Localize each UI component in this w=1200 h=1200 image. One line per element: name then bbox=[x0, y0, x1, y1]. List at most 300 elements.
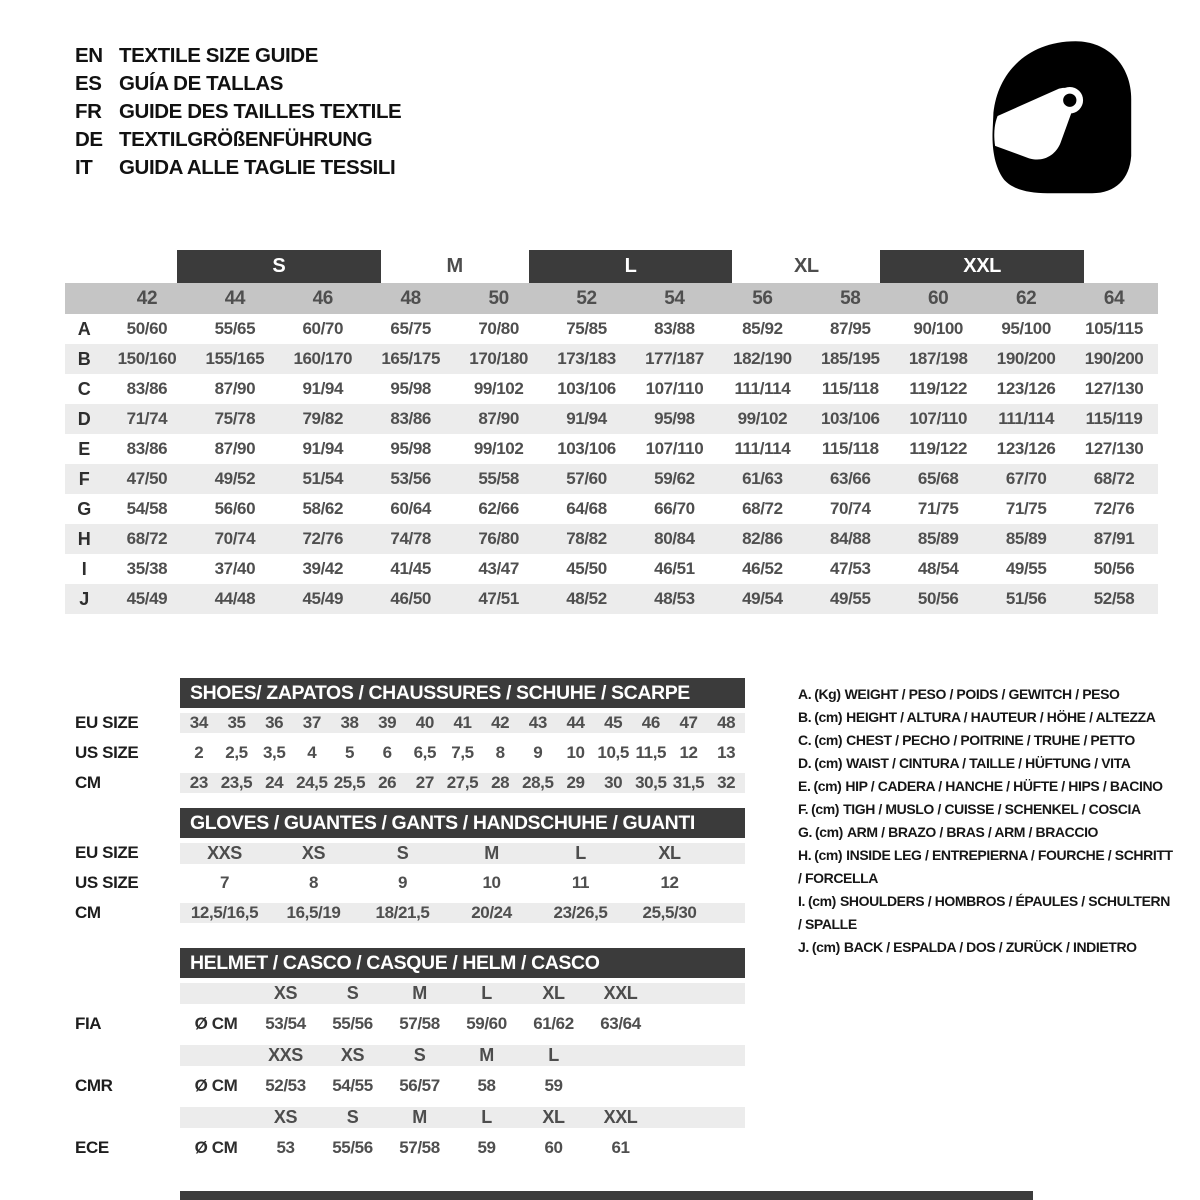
legend-key: G. bbox=[798, 824, 812, 840]
measurement-value: 80/84 bbox=[654, 529, 695, 548]
measurement-value: 46/50 bbox=[390, 589, 431, 608]
shoe-us-size: 9 bbox=[533, 743, 543, 762]
shoe-eu-size: 47 bbox=[679, 713, 698, 732]
shoe-cm-size: 32 bbox=[717, 773, 736, 792]
legend-text: INSIDE LEG / ENTREPIERNA / FOURCHE / SCHRITT / FORCELLA bbox=[798, 847, 1173, 886]
legend-key: I. bbox=[798, 893, 805, 909]
language-code: FR bbox=[75, 100, 102, 123]
helmet-standard-row bbox=[75, 1008, 745, 1040]
measurement-value: 95/98 bbox=[390, 439, 431, 458]
measurement-value: 103/106 bbox=[820, 409, 880, 428]
language-code: EN bbox=[75, 44, 103, 67]
legend-unit: (cm) bbox=[814, 755, 843, 771]
shoe-cm-size: 28,5 bbox=[522, 773, 554, 792]
glove-us-size: 8 bbox=[308, 873, 319, 892]
measurement-letter: H bbox=[77, 528, 91, 549]
measurement-value: 71/74 bbox=[126, 409, 168, 428]
measurement-value: 70/80 bbox=[478, 319, 519, 338]
measurement-value: 35/38 bbox=[126, 559, 168, 578]
language-row bbox=[75, 126, 401, 154]
helmet-size-label: L bbox=[481, 1106, 492, 1127]
measurement-value: 85/89 bbox=[917, 529, 959, 548]
language-code: DE bbox=[75, 128, 103, 151]
helmet-size-header-row bbox=[75, 1040, 745, 1070]
shoe-us-size: 2 bbox=[194, 743, 204, 762]
measurement-value: 111/114 bbox=[998, 409, 1055, 428]
measurement-value: 60/64 bbox=[390, 499, 431, 518]
shoe-eu-size: 48 bbox=[717, 713, 736, 732]
shoe-us-size: 4 bbox=[307, 743, 317, 762]
measurement-value: 87/91 bbox=[1093, 529, 1135, 548]
measurement-value: 95/98 bbox=[390, 379, 431, 398]
shoe-cm-size: 24,5 bbox=[296, 773, 328, 792]
legend-unit: (cm) bbox=[814, 824, 843, 840]
helmet-cm-value: 59/60 bbox=[466, 1014, 507, 1033]
measurement-value: 90/100 bbox=[913, 319, 963, 338]
glove-us-size: 9 bbox=[397, 873, 408, 892]
measurement-value: 58/62 bbox=[302, 499, 344, 518]
measurement-value: 65/68 bbox=[917, 469, 959, 488]
measurement-letter: C bbox=[77, 378, 91, 399]
helmet-size-header-row bbox=[75, 978, 745, 1008]
measurement-value: 83/86 bbox=[390, 409, 431, 428]
guide-title: TEXTILE SIZE GUIDE bbox=[119, 44, 318, 67]
helmet-cm-value: 57/58 bbox=[399, 1138, 440, 1157]
apparel-measurement-row bbox=[65, 434, 1158, 464]
shoe-eu-size: 46 bbox=[641, 713, 660, 732]
measurement-value: 75/78 bbox=[214, 409, 256, 428]
shoe-cm-size: 27,5 bbox=[446, 773, 479, 792]
numeric-size: 50 bbox=[488, 287, 509, 309]
shoe-eu-size: 37 bbox=[302, 713, 321, 732]
eu-size-label: EU SIZE bbox=[75, 713, 139, 732]
measurement-value: 119/122 bbox=[909, 439, 968, 458]
measurement-value: 48/52 bbox=[566, 589, 607, 608]
measurement-value: 103/106 bbox=[557, 379, 616, 398]
measurement-value: 68/72 bbox=[126, 529, 168, 548]
measurement-value: 165/175 bbox=[381, 349, 441, 368]
gloves-eu-row bbox=[75, 838, 745, 868]
shoe-cm-size: 24 bbox=[265, 773, 284, 792]
shoe-eu-size: 36 bbox=[265, 713, 284, 732]
measurement-value: 83/88 bbox=[654, 319, 695, 338]
measurement-value: 185/195 bbox=[820, 349, 880, 368]
helmet-size-label: XS bbox=[340, 1044, 365, 1065]
legend-text: WEIGHT / PESO / POIDS / GEWITCH / PESO bbox=[844, 686, 1120, 702]
measurement-value: 66/70 bbox=[654, 499, 695, 518]
guide-title: GUIDE DES TAILLES TEXTILE bbox=[119, 100, 402, 123]
shoes-us-row bbox=[75, 738, 745, 768]
legend-unit: (cm) bbox=[811, 939, 840, 955]
helmet-cm-value: 60 bbox=[544, 1138, 563, 1157]
measurement-value: 55/58 bbox=[478, 469, 519, 488]
measurement-value: 75/85 bbox=[566, 319, 607, 338]
numeric-size: 42 bbox=[136, 287, 158, 309]
measurement-value: 115/118 bbox=[821, 439, 879, 458]
helmet-size-label: M bbox=[412, 982, 427, 1003]
measurement-value: 78/82 bbox=[566, 529, 607, 548]
measurement-value: 83/86 bbox=[126, 439, 168, 458]
legend-item bbox=[798, 775, 1176, 798]
measurement-value: 115/119 bbox=[1085, 409, 1143, 428]
helmet-standard-row bbox=[75, 1070, 745, 1102]
shoe-cm-size: 31,5 bbox=[672, 773, 705, 792]
glove-eu-size: XXS bbox=[207, 842, 242, 863]
measurement-value: 37/40 bbox=[214, 559, 256, 578]
measurement-value: 48/53 bbox=[654, 589, 695, 608]
apparel-measurement-row bbox=[65, 584, 1158, 614]
shoe-eu-size: 34 bbox=[189, 713, 208, 732]
helmet-standard-label: FIA bbox=[75, 1014, 102, 1033]
language-title-list bbox=[75, 42, 401, 182]
measurement-value: 111/114 bbox=[734, 439, 791, 458]
helmet-standard-label: ECE bbox=[75, 1138, 109, 1157]
measurement-value: 45/50 bbox=[566, 559, 607, 578]
legend-item bbox=[798, 890, 1176, 936]
measurement-value: 160/170 bbox=[293, 349, 353, 368]
measurement-value: 53/56 bbox=[390, 469, 431, 488]
apparel-measurement-row bbox=[65, 404, 1158, 434]
numeric-size: 64 bbox=[1103, 287, 1125, 309]
shoe-cm-size: 30 bbox=[604, 773, 623, 792]
legend-key: C. bbox=[798, 732, 812, 748]
helmet-size-label: S bbox=[413, 1044, 426, 1065]
legend-item bbox=[798, 752, 1176, 775]
apparel-measurement-row bbox=[65, 494, 1158, 524]
measurement-value: 111/114 bbox=[734, 379, 791, 398]
helmet-size-label: L bbox=[548, 1044, 559, 1065]
glove-cm-size: 18/21,5 bbox=[375, 903, 430, 922]
shoe-cm-size: 25,5 bbox=[333, 773, 366, 792]
glove-eu-size: M bbox=[484, 842, 499, 863]
helmet-cm-value: 63/64 bbox=[600, 1014, 641, 1033]
shoes-cm-row bbox=[75, 768, 745, 798]
measurement-value: 173/183 bbox=[557, 349, 616, 368]
helmet-cm-value: 61 bbox=[611, 1138, 630, 1157]
measurement-value: 119/122 bbox=[909, 379, 968, 398]
legend-key: B. bbox=[798, 709, 812, 725]
measurement-value: 49/52 bbox=[214, 469, 256, 488]
measurement-value: 85/92 bbox=[742, 319, 783, 338]
measurement-value: 39/42 bbox=[302, 559, 344, 578]
measurement-value: 71/75 bbox=[917, 499, 959, 518]
legend-key: F. bbox=[798, 801, 809, 817]
helmet-cm-value: 59 bbox=[477, 1138, 496, 1157]
measurement-value: 43/47 bbox=[478, 559, 519, 578]
legend-key: E. bbox=[798, 778, 811, 794]
legend-text: SHOULDERS / HOMBROS / ÉPAULES / SCHULTERN / SPALLE bbox=[798, 893, 1170, 932]
language-code: ES bbox=[75, 72, 102, 95]
shoe-us-size: 12 bbox=[679, 743, 698, 762]
measurement-value: 50/56 bbox=[1093, 559, 1135, 578]
legend-unit: (cm) bbox=[814, 709, 843, 725]
helmet-size-label: XXL bbox=[603, 1106, 638, 1127]
helmet-cm-value: 55/56 bbox=[332, 1014, 373, 1033]
legend-text: BACK / ESPALDA / DOS / ZURÜCK / INDIETRO bbox=[843, 939, 1137, 955]
measurement-value: 127/130 bbox=[1084, 439, 1144, 458]
gloves-cm-row bbox=[75, 898, 745, 928]
cutoff-section-bar bbox=[180, 1191, 1033, 1200]
legend-item bbox=[798, 683, 1176, 706]
guide-title: GUÍA DE TALLAS bbox=[119, 72, 284, 95]
measurement-value: 47/53 bbox=[830, 559, 871, 578]
measurement-value: 127/130 bbox=[1084, 379, 1144, 398]
legend-text: HEIGHT / ALTURA / HAUTEUR / HÖHE / ALTEZZA bbox=[846, 709, 1156, 725]
guide-title: TEXTILGRÖßENFÜHRUNG bbox=[119, 128, 373, 151]
legend-text: CHEST / PECHO / POITRINE / TRUHE / PETTO bbox=[846, 732, 1135, 748]
shoe-us-size: 10 bbox=[566, 743, 585, 762]
us-size-label: US SIZE bbox=[75, 873, 139, 892]
helmet-cm-value: 52/53 bbox=[265, 1076, 306, 1095]
measurement-letter: J bbox=[79, 588, 89, 609]
measurement-value: 49/55 bbox=[1005, 559, 1047, 578]
legend-item bbox=[798, 729, 1176, 752]
apparel-measurement-row bbox=[65, 374, 1158, 404]
legend-key: D. bbox=[798, 755, 812, 771]
measurement-value: 47/51 bbox=[478, 589, 519, 608]
measurement-value: 107/110 bbox=[909, 409, 968, 428]
measurement-value: 50/56 bbox=[917, 589, 959, 608]
legend-text: WAIST / CINTURA / TAILLE / HÜFTUNG / VITA bbox=[846, 755, 1131, 771]
shoe-cm-size: 23,5 bbox=[220, 773, 253, 792]
measurement-value: 87/90 bbox=[214, 439, 256, 458]
helmet-standard-label: CMR bbox=[75, 1076, 113, 1095]
measurement-value: 46/51 bbox=[654, 559, 695, 578]
helmet-size-label: XL bbox=[542, 982, 565, 1003]
helmet-size-label: XXL bbox=[603, 982, 638, 1003]
measurement-value: 67/70 bbox=[1005, 469, 1047, 488]
size-label-m: M bbox=[446, 255, 463, 277]
apparel-measurement-row bbox=[65, 314, 1158, 344]
measurement-value: 79/82 bbox=[302, 409, 344, 428]
measurement-value: 123/126 bbox=[996, 379, 1056, 398]
shoes-eu-row bbox=[75, 708, 745, 738]
legend-item bbox=[798, 936, 1176, 959]
measurement-value: 123/126 bbox=[996, 439, 1056, 458]
measurement-letter: G bbox=[77, 498, 91, 519]
measurement-value: 71/75 bbox=[1005, 499, 1047, 518]
apparel-numeric-size-row bbox=[65, 283, 1158, 314]
legend-item bbox=[798, 798, 1176, 821]
diameter-cm-label: Ø CM bbox=[194, 1076, 238, 1095]
measurement-value: 105/115 bbox=[1085, 319, 1143, 338]
numeric-size: 54 bbox=[664, 287, 685, 309]
legend-item bbox=[798, 844, 1176, 890]
measurement-value: 48/54 bbox=[917, 559, 959, 578]
gloves-us-row bbox=[75, 868, 745, 898]
shoe-eu-size: 39 bbox=[378, 713, 397, 732]
glove-cm-size: 12,5/16,5 bbox=[190, 903, 259, 922]
shoe-cm-size: 29 bbox=[566, 773, 585, 792]
glove-cm-size: 25,5/30 bbox=[642, 903, 697, 922]
measurement-value: 59/62 bbox=[654, 469, 695, 488]
measurement-value: 50/60 bbox=[126, 319, 168, 338]
measurement-legend bbox=[798, 683, 1176, 959]
measurement-value: 87/90 bbox=[478, 409, 519, 428]
apparel-size-table bbox=[65, 250, 1158, 614]
measurement-value: 47/50 bbox=[126, 469, 168, 488]
language-row bbox=[75, 70, 401, 98]
helmet-size-label: S bbox=[346, 982, 359, 1003]
measurement-value: 68/72 bbox=[1093, 469, 1135, 488]
language-row bbox=[75, 154, 401, 182]
shoes-size-section bbox=[75, 678, 745, 798]
legend-unit: (cm) bbox=[814, 847, 843, 863]
measurement-value: 60/70 bbox=[302, 319, 344, 338]
measurement-value: 91/94 bbox=[566, 409, 607, 428]
measurement-value: 170/180 bbox=[469, 349, 528, 368]
measurement-value: 150/160 bbox=[117, 349, 177, 368]
helmet-cm-value: 61/62 bbox=[533, 1014, 574, 1033]
measurement-value: 57/60 bbox=[566, 469, 607, 488]
measurement-value: 155/165 bbox=[205, 349, 265, 368]
legend-text: HIP / CADERA / HANCHE / HÜFTE / HIPS / BACINO bbox=[845, 778, 1163, 794]
us-size-label: US SIZE bbox=[75, 743, 139, 762]
helmet-size-label: XXS bbox=[268, 1044, 303, 1065]
measurement-value: 182/190 bbox=[733, 349, 792, 368]
legend-text: TIGH / MUSLO / CUISSE / SCHENKEL / COSCIA bbox=[843, 801, 1141, 817]
helmet-size-label: M bbox=[479, 1044, 494, 1065]
numeric-size: 52 bbox=[576, 287, 597, 309]
measurement-value: 49/55 bbox=[830, 589, 871, 608]
measurement-value: 70/74 bbox=[214, 529, 256, 548]
apparel-measurement-row bbox=[65, 464, 1158, 494]
measurement-value: 91/94 bbox=[302, 439, 344, 458]
apparel-table-body bbox=[65, 314, 1158, 614]
glove-cm-size: 16,5/19 bbox=[286, 903, 341, 922]
measurement-value: 84/88 bbox=[830, 529, 871, 548]
language-row bbox=[75, 98, 401, 126]
helmet-cm-value: 56/57 bbox=[399, 1076, 440, 1095]
measurement-value: 51/54 bbox=[302, 469, 344, 488]
numeric-size: 48 bbox=[400, 287, 421, 309]
measurement-value: 44/48 bbox=[214, 589, 256, 608]
glove-eu-size: XL bbox=[658, 842, 681, 863]
shoe-us-size: 8 bbox=[495, 743, 505, 762]
helmet-size-label: M bbox=[412, 1106, 427, 1127]
eu-size-label: EU SIZE bbox=[75, 843, 139, 862]
measurement-value: 95/100 bbox=[1001, 319, 1051, 338]
measurement-value: 45/49 bbox=[302, 589, 344, 608]
measurement-letter: F bbox=[78, 468, 90, 489]
helmet-cm-value: 53/54 bbox=[265, 1014, 306, 1033]
helmet-size-label: XS bbox=[273, 1106, 298, 1127]
helmet-cm-value: 58 bbox=[477, 1076, 496, 1095]
measurement-value: 68/72 bbox=[742, 499, 783, 518]
racing-helmet-icon bbox=[975, 33, 1143, 199]
measurement-value: 187/198 bbox=[908, 349, 968, 368]
measurement-value: 99/102 bbox=[737, 409, 788, 428]
shoe-cm-size: 28 bbox=[491, 773, 510, 792]
shoe-eu-size: 41 bbox=[453, 713, 472, 732]
apparel-size-letter-row bbox=[65, 250, 1158, 283]
measurement-value: 55/65 bbox=[214, 319, 256, 338]
measurement-value: 49/54 bbox=[742, 589, 783, 608]
shoe-us-size: 13 bbox=[717, 743, 736, 762]
glove-cm-size: 23/26,5 bbox=[553, 903, 608, 922]
legend-unit: (cm) bbox=[807, 893, 836, 909]
measurement-value: 46/52 bbox=[742, 559, 783, 578]
measurement-value: 74/78 bbox=[390, 529, 431, 548]
legend-item bbox=[798, 821, 1176, 844]
gloves-size-section bbox=[75, 808, 745, 928]
measurement-value: 52/58 bbox=[1093, 589, 1135, 608]
measurement-letter: I bbox=[81, 558, 87, 579]
shoe-us-size: 5 bbox=[344, 743, 355, 762]
glove-us-size: 12 bbox=[660, 873, 679, 892]
measurement-value: 61/63 bbox=[742, 469, 783, 488]
measurement-value: 54/58 bbox=[126, 499, 168, 518]
helmet-cm-value: 59 bbox=[544, 1076, 563, 1095]
measurement-value: 45/49 bbox=[126, 589, 168, 608]
measurement-value: 91/94 bbox=[302, 379, 344, 398]
measurement-value: 177/187 bbox=[645, 349, 704, 368]
legend-item bbox=[798, 706, 1176, 729]
measurement-value: 87/95 bbox=[830, 319, 871, 338]
language-row bbox=[75, 42, 401, 70]
measurement-value: 76/80 bbox=[478, 529, 519, 548]
measurement-value: 190/200 bbox=[1084, 349, 1144, 368]
helmet-cm-value: 53 bbox=[276, 1138, 295, 1157]
helmet-cm-value: 54/55 bbox=[332, 1076, 373, 1095]
size-label-xl: XL bbox=[793, 255, 819, 277]
glove-eu-size: XS bbox=[301, 842, 326, 863]
measurement-value: 63/66 bbox=[830, 469, 871, 488]
shoe-eu-size: 42 bbox=[491, 713, 510, 732]
measurement-value: 107/110 bbox=[645, 379, 704, 398]
shoe-eu-size: 38 bbox=[340, 713, 359, 732]
shoe-cm-size: 23 bbox=[189, 773, 208, 792]
numeric-size: 62 bbox=[1015, 287, 1037, 309]
helmet-glyph bbox=[975, 33, 1143, 199]
numeric-size: 46 bbox=[312, 287, 333, 309]
apparel-measurement-row bbox=[65, 344, 1158, 374]
measurement-value: 85/89 bbox=[1005, 529, 1047, 548]
helmet-section-header: HELMET / CASCO / CASQUE / HELM / CASCO bbox=[180, 948, 745, 978]
shoe-eu-size: 35 bbox=[227, 713, 246, 732]
measurement-letter: A bbox=[77, 318, 91, 339]
cm-label: CM bbox=[75, 773, 101, 792]
measurement-value: 190/200 bbox=[996, 349, 1056, 368]
numeric-size: 60 bbox=[928, 287, 949, 309]
measurement-value: 99/102 bbox=[473, 379, 524, 398]
measurement-value: 83/86 bbox=[126, 379, 168, 398]
numeric-size: 56 bbox=[752, 287, 773, 309]
apparel-measurement-row bbox=[65, 554, 1158, 584]
measurement-letter: E bbox=[78, 438, 90, 459]
size-label-l: L bbox=[529, 250, 733, 283]
measurement-value: 107/110 bbox=[645, 439, 704, 458]
measurement-value: 64/68 bbox=[566, 499, 607, 518]
diameter-cm-label: Ø CM bbox=[194, 1138, 238, 1157]
shoe-us-size: 10,5 bbox=[597, 743, 629, 762]
shoe-us-size: 2,5 bbox=[225, 743, 248, 762]
measurement-value: 103/106 bbox=[557, 439, 616, 458]
shoe-eu-size: 43 bbox=[528, 713, 547, 732]
helmet-size-label: L bbox=[481, 982, 492, 1003]
legend-unit: (cm) bbox=[814, 732, 843, 748]
shoe-us-size: 11,5 bbox=[635, 743, 667, 762]
measurement-value: 51/56 bbox=[1005, 589, 1047, 608]
legend-text: ARM / BRAZO / BRAS / ARM / BRACCIO bbox=[846, 824, 1099, 840]
measurement-value: 115/118 bbox=[821, 379, 879, 398]
shoe-us-size: 3,5 bbox=[262, 743, 286, 762]
legend-unit: (cm) bbox=[813, 778, 842, 794]
size-label-xxl: XXL bbox=[880, 250, 1084, 283]
glove-cm-size: 20/24 bbox=[471, 903, 512, 922]
numeric-size: 44 bbox=[224, 287, 246, 309]
cm-label: CM bbox=[75, 903, 101, 922]
